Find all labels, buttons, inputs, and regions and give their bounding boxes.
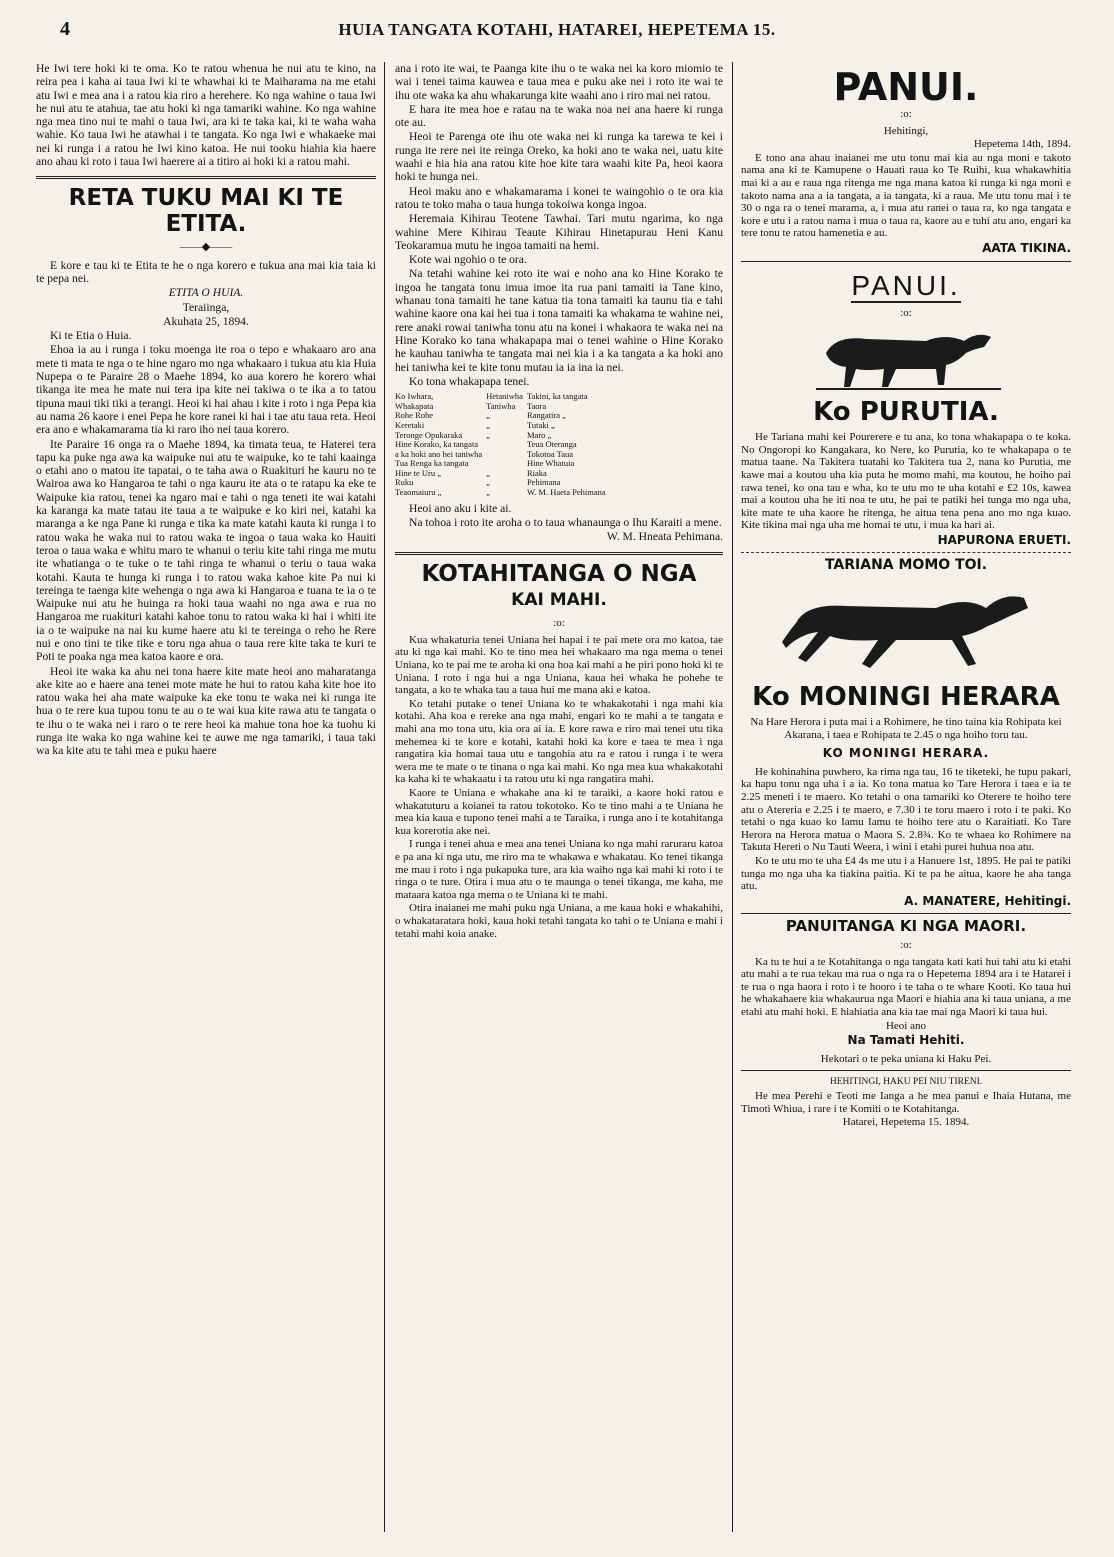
draft-horse-illustration [806,323,1006,393]
column-2 [395,62,723,1542]
section-divider [741,1070,1071,1071]
union-paragraph: Otira inaianei me mahi puku nga Uniana, a me kaua hoki e whakahihi, o whakataratara hoki, kaua hoki tetahi tangata ko tahi o te Uniana e mahi i tetahi mahi koia anake. [395,902,723,940]
union-heading: KOTAHITANGA O NGA [421,560,697,587]
stallion-subheading: KO MONINGI HERARA. [822,746,990,761]
editor-signature: ETITA O HUIA. [168,286,244,300]
genealogy-row [395,411,610,421]
genealogy-header-cell: Takini, ka tangata [526,391,588,402]
tariana-heading: TARIANA MOMO TOI. [824,557,988,574]
stallion-fee: Ko te utu mo te uha £4 4s me utu i a Hanuere 1st, 1895. He pai te patiki tunga mo nga uha ka tiakina paitia. Ki te pa he aitua, kaore he aha tanga atu. [741,855,1071,893]
genealogy-cell: a ka hoki ano hei taniwha [395,448,483,459]
genealogy-header-cell: Hetaniwha [486,391,523,402]
letter-place: Teraiinga, [182,300,230,314]
section-divider [741,552,1071,553]
newspaper-title: HUIA TANGATA KOTAHI, HATAREI, HEPETEMA 15. [338,20,776,39]
section-divider [741,261,1071,262]
genealogy-cell [486,459,527,469]
notice-signature: AATA TIKINA. [982,240,1071,255]
trotting-horse-illustration [766,578,1046,678]
letter-salutation: Ki te Etia o Huia. [50,329,132,343]
genealogy-table [395,392,610,498]
meeting-notice: Ka tu te hui a te Kotahitanga o nga tangata kati kati hui tahi atu ki etahi atu mahi a te rua tekau ma rua o nga ra o Hepetema 1894 ara i te Hatarei i te rua o nga haora i roto i te hooro i te taha o te whare Kooti. Ko taua hui he whakahaere kia whakaurua nga Maori e hiahia ana ki taua uniana, a me etahi atu mahi hoki. E hiahiatia ana kia tae mai nga Maori ki taua hui. [741,955,1071,1018]
notice-paragraph: E tono ana ahau inaianei me utu tonu mai kia au nga moni e takoto nama ana ki te Kamupene o Hauati raua ko Te Ruihi, kua whakawhitia mai ki a au e raua nga ritenga me nga mana katoa ki runga ki nga moni e takoto nama ana a ia tangata, a ia tangata, ki a raua. Me utu tonu mai i te 30 o nga ra o tenei marama, a, i mua atu ranei o taua ra, ko nga tangata e kore e utu i a ratou nama i mua o taua ra, kaore au e tuhi atu ano, engari ka tere tonu te ratou hamenetia e au. [741,151,1071,240]
genealogy-row [395,488,610,498]
notice-closing: Heoi ano [885,1019,926,1032]
genealogy-cell: „ [486,487,490,498]
genealogy-cell: Teaomaiuru „ [395,487,442,498]
union-paragraph: Kua whakaturia tenei Uniana hei hapai i te pai mete ora mo katoa, tae atu ki nga kai mahi. Ko te tino mea hei whakaaro ma nga mema o tenei Uniana, ko te pai me te aroha ki ona hoa kai mahi a he piri pono hoki ki te Uniana. I roto i nga hui a nga Uniana, kaua hei whaka he pohehe te tangata, a ko te whaka tau a taua hui me mana aki e katoa. [395,633,723,697]
letter-paragraph: Na tohoa i roto ite aroha o to taua whanaunga o Ihu Karaiti a mene. [409,515,722,529]
letter-paragraph: Heoi te Parenga ote ihu ote waka nei ki runga ka tarewa te kei i runga ite rere nei ite reinga Oreko, ka hoki ano te waka nei, uatu kite waahi e hia hia ana ratou kite hoe kite tara waahi kite Pa, heoi kaora hoki te hunga nei. [395,130,723,184]
heading-ornament: :o: [900,108,912,120]
genealogy-cell: „ [486,429,490,440]
union-paragraph: I runga i tenei ahua e mea ana tenei Uniana ko nga mahi raruraru katoa e pa ana ki nga utu, me riro ma te whakawa e whakatau. Ko tenei tikanga me mau i roto i nga pukapuka ture, ara kia waiho nga kai mahi ki roto i te ringa o te ture. Otira i mua atu o te maunga o tenei tikanga, me kaha, me mataara katoa nga mema o te Uniana ki te mahi. [395,838,723,901]
heading-ornament: :o: [553,616,565,629]
genealogy-cell: Tutaki „ [526,419,555,430]
letter-paragraph: Ehoa ia au i runga i toku moenga ite roa o tepo e whakaaro aro ana mete ti mata te nga o te hine ngaro mo nga whakaaro i tukua atu kia Huia Nupepa o te Paraire 28 o Maehe 1894, ko aua korero he korero whai tikanga ite mea he mate nui tera ipa kite nei takiwa o te ika a to tatou tipuna maui tiki tiki a terangi. Heoi ki hai ahau i kite i roto i nga Pepa kia au nama 26 kaore i enei Pepa he kore ranei ki hai i tae atu taua reta. Heoi era ano e whakamarama tia ki raro iho nei taua korero. [36,343,376,437]
stallion-name-purutia: Ko PURUTIA. [813,397,999,428]
genealogy-cell: Taora [526,400,547,411]
union-paragraph: Kaore te Uniana e whakahe ana ki te taraiki, a kaore hoki ratou e whakatuturu a koianei ta ratou tokotoko. Ko te tino mahi a te Uniana he mea kia kaua e tupono tenei mahi a te Taraika, i runga ano i te kotahitanga kua korerotia ake nei. [395,786,723,837]
section-divider [36,176,376,179]
panui-heading-2: PANUI. [851,269,961,301]
genealogy-cell: „ [486,419,490,430]
notice-signature: Na Tamati Hehiti. [847,1033,965,1048]
heading-ornament: :o: [900,938,912,951]
genealogy-cell: Pehimana [526,477,561,488]
genealogy-cell: Keretaki [395,419,425,430]
letter-date: Akuhata 25, 1894. [163,314,249,328]
letter-paragraph: Heoi maku ano e whakamarama i konei te waingohio o te ora kia ratou te toko maha o taua hunga tokoiwa konga ingoa. [395,184,723,211]
genealogy-cell: Rangatira „ [526,410,566,421]
genealogy-cell: Teua Oteranga [526,439,577,450]
article-continued-text: He Iwi tere hoki ki te oma. Ko te ratou whenua he nui atu te kino, na reira pea i kaha ai taua Iwi ki te whawhai ki te Maiharama na me etahi atu Iwi e mea ana i a ratou kia riro a herehere. Ko nga wahine o taua Iwi he nui atu te atahua, tae atu hoki ki nga tamariki wahine. Ko nga wahine nga mea tino nui te mahi o taua Iwi, ara ki te taka kai, ki te waha waha wahie. Ko taua Iwi he atawhai i te tangata. Ko nga Iwi e whakaeke mai nei ki runga i a ratou he Iwi kino katoa. He nui tooku hiahia kia haere ano ahau ki roto i taua Iwi haerere ai a titiro ai hoki ki a ratou mahi. [36,62,376,169]
page-number: 4 [60,18,70,40]
imprint-text: He mea Perehi e Teoti me Ianga a he mea panui e Ihaia Hutana, me Timoti Whiua, i rare i te Komiti o te Kotahitanga. [741,1089,1071,1115]
letter-paragraph: E hara ite mea hoe e ratau na te waka noa nei ana haere ki runga ote au. [395,102,723,130]
stallion-description: He Tariana mahi kei Pourerere e tu ana, ko tona whakapapa o te koka. No Ongoropi ko Kangakara, ko Nere, ko Purutia, ko te whakapapa o te matua taane. Na Takitera tuatahi ko Takitera tua 2, nana ko Purutia, me kawe mai a koutou uha kia puta he momo mahi, ma koutou, he hoiho pai rawa tenei, ko ona tau e wha, ko te utu mo te uha kotahi e £2 10s, kawea mai a koutou uha he iti noa te utu, he pai te patiki hei tunga mo nga uha, kite mate te uha kaore he ritenga, he aitua tena pena ano mo nga kuao. Kite tikina mai nga uha me homai te utu, i mua ka hari ai. [741,431,1071,532]
heading-ornament: :o: [900,306,912,319]
column-1 [36,62,376,1542]
genealogy-intro: Ko tona whakapapa tenei. [409,374,530,388]
letter-paragraph: Heoi ite waka ka ahu nei tona haere kite mate heoi ano maharatanga ake kite ao e haere ana tenei mote mate he hui to ratou kaha kite hoe ito ratou waka hei aha mate waipuke ka eke tonu te waka nei ki runga ite hua o te rere kua tupou tonu te au o te wai kua kite rawa atu te tangata o te ihu o te waka nei i raro o te rere heoi ka mahue tona hoe ka tuohu ki runga ite waka ko nga wahine kei te auwe me nga tamariki, i taua taki wa ka kite atu te tahi mea e puku haere [36,664,376,758]
letter-signature: W. M. Hneata Pehimana. [606,530,723,544]
letter-paragraph: ana i roto ite wai, te Paanga kite ihu o te waka nei ka koro miomio te wai i tenei taima kauwea e taua mea e puku ake nei i roto ite wai te ihu ote waka ka ahu whakarunga kite waahi ano i riro mai nei ratou. [395,62,723,102]
letter-paragraph: Ite Paraire 16 onga ra o Maehe 1894, ka timata teua, te Haterei tera tapu ka puke nga awa ka waipuke nui atu te waipuke, ko te tahi kaainga o etahi ano o matou ite tapatai, o te taha awa o Ruakituri he kauru no te Wairoa awa ko Hangaroa te tahi o nga kauru ite ata o te ratapu ka eke te Waipuke kia ratou, tenei ka ngaro mai e tahi o nga teneti ite wai katahi ka karanga ka mate tatau ite taua a te waipuke e ko kiri nei, katahi ka maranga a ke nga Pane ki runga e tika ka mate katahi kauta ki runga i to ratou waka he waka nui to ratou waka te ingoa o taua waka ko Hauiti teroa o taua waka e whitu maro te whanui o teriu kite tahi ringa me mutu ite whatianga o te tuke o te tahi ringa te whanui o teriu o taua waka kotahi. Kauta te hunga ki runga i to ratou waka kahoe kite Pa nui ki tereinga te taenga kite wehenga o nga awa ki Hangaroa e tuana te ia o te Waipuke nui atu he huinga ra hoki taua waahi no nga awa e rua no Hangaroa me ruakituri katahi kahoe tonu to ratou waka ki hai i whiti ite ia o te waipuke na nai ku kume haere atu ki te tereinga o reho he Rere nui e ono tini te tike tike e toru nga ahua o taua rere kite taka te kuri te Poti te poaka nga mea katoa kaore e ora. [36,437,376,664]
editor-disclaimer: E kore e tau ki te Etita te he o nga korero e tukua ana mai kia taia ki te pepa nei. [36,258,376,285]
union-subheading: KAI MAHI. [511,589,607,610]
maori-notice-heading: PANUITANGA KI NGA MAORI. [785,917,1027,936]
stallion-name-moningi: Ko MONINGI HERARA [752,682,1060,713]
stallion-owner-signature: HAPURONA ERUETI. [937,532,1071,547]
genealogy-cell: Taniwha [486,400,516,411]
genealogy-header-cell: Ko Iwhara, [395,391,434,402]
column-3 [741,62,1071,1542]
genealogy-cell: W. M. Haeta Pehimana [526,487,606,498]
genealogy-row [395,469,610,479]
names-list: Heremaia Kihirau Teotene Tawhai. Tari mutu ngarima, ko nga wahine Mere Kihirau Teaute Kihirau Hinetapurau Heni Kanu Teokaramua mutu he ingoa tamaiti na hemi. [395,212,723,252]
letters-heading: RETA TUKU MAI KI TE ETITA. [68,185,344,238]
stallion-lineage: Na Hare Herora i puta mai i a Rohimere, he tino taina kia Rohipata kei Akarana, i taea e Rohipata te 2.45 o nga hoiho toru tau. [750,716,1062,741]
genealogy-cell: Hine Korako, ka tangata [395,439,479,450]
genealogy-cell: „ [486,467,490,478]
union-paragraph: Ko tetahi putake o tenei Uniana ko te whakakotahi i nga mahi kia kotahi. Aha koa e rereke ana nga mahi, engari ko te mahi a te tangata e mahi ana mo tona utu, kia ora ai ia. E kore rawa e riro mai tenei utu tika mehemea ki te kore e kotahi, katahi hoki ka kore e taea te mea i nga rangatira kia homai taua utu e tangohia atu ra e ratou i runga i te wera wera me te mate o te tinana o nga kai mahi. Ko nga mea kua whakakotahi ka kaha ki te whakaatu i ta ratou utu ki nga rangatira mahi. [395,697,723,786]
section-divider [741,913,1071,914]
heading-ornament: ——◆—— [179,241,233,254]
genealogy-cell [486,440,527,450]
genealogy-cell: Rohe Rohe [395,410,434,421]
masthead [0,18,1114,46]
genealogy-cell: „ [486,477,490,488]
panui-heading: PANUI. [833,65,979,109]
letter-paragraph: Heoi ano aku i kite ai. [409,501,512,515]
genealogy-cell: Tua Renga ka tangata [395,458,469,469]
genealogy-cell: Maro „ [526,429,552,440]
imprint-place: HEHITINGI, HAKU PEI NIU TIRENI. [829,1077,983,1088]
letter-paragraph: Kote wai ngohio o te ora. [409,253,527,267]
genealogy-cell: Hine Whatuia [526,458,575,469]
notice-place: Hehitingi, [883,124,929,137]
genealogy-cell: „ [486,410,490,421]
stallion-description: He kohinahina puwhero, ka rima nga tau, 16 te tiketeki, he tupu pakari, ka hapu tonu nga uha i a ia. Ko tona matua ko Tare Herora i taea e ia te 2.25 meneti i te maero. Ko tetahi o ona tamariki ko Oterere te hoiho tere atu o Atereria e 2.25 i te maero, e 7.30 i te toru maero i roto i te paki. Ko tetahi o nga kuao ko Iamu Iamu te hoiho tere atu o Karaitiati. Ko Tare Herora na Herora matua o Maora S. 2.8¾. Ko te whaea ko Rohimere na Takuta Hereti o Nu Tauti Weera, i wini i etahi purei huhua noa atu. [741,765,1071,854]
notice-date: Hepetema 14th, 1894. [973,138,1071,151]
genealogy-cell [486,450,527,460]
genealogy-cell: Hine te Uru „ [395,467,442,478]
genealogy-cell: Teronge Opukaraka [395,429,463,440]
imprint-date: Hatarei, Hepetema 15. 1894. [842,1116,970,1129]
genealogy-cell: Whakapata [395,400,434,411]
genealogy-cell: Tokotoa Taua [526,448,574,459]
stallion-owner-signature: A. MANATERE, Hehitingi. [904,893,1071,908]
genealogy-cell: Riaka [526,467,547,478]
section-divider [395,552,723,555]
genealogy-cell: Ruku [395,477,414,488]
column-rule-2 [732,62,733,1532]
column-rule-1 [384,62,385,1532]
secretary-title: Hekotari o te peka uniana ki Haku Pei. [820,1052,992,1065]
letter-paragraph: Na tetahi wahine kei roto ite wai e noho ana ko Hine Korako te ingoa he tangata tonu imua imoe ita rua pani tamaiti ia Tane kino, whanau tona tamaiti he tane katua tia tona tamaiti ka taunu tia e tahi wahine kaore ona kai hei tua i tona tamaiti ka whakama te wahine nei, rere anaki rowai taniwha tonu atu na konei i whakaora te waka nei na Hine Korako ko tana whakapapa mai o tenei wahine o Hine Korako he kauhau taniwha te tangata mai nei kia i a ka tangata a ka hoki ano hei taniwha kei te kite tonu mutau ia ia ina ia nei. [395,267,723,374]
